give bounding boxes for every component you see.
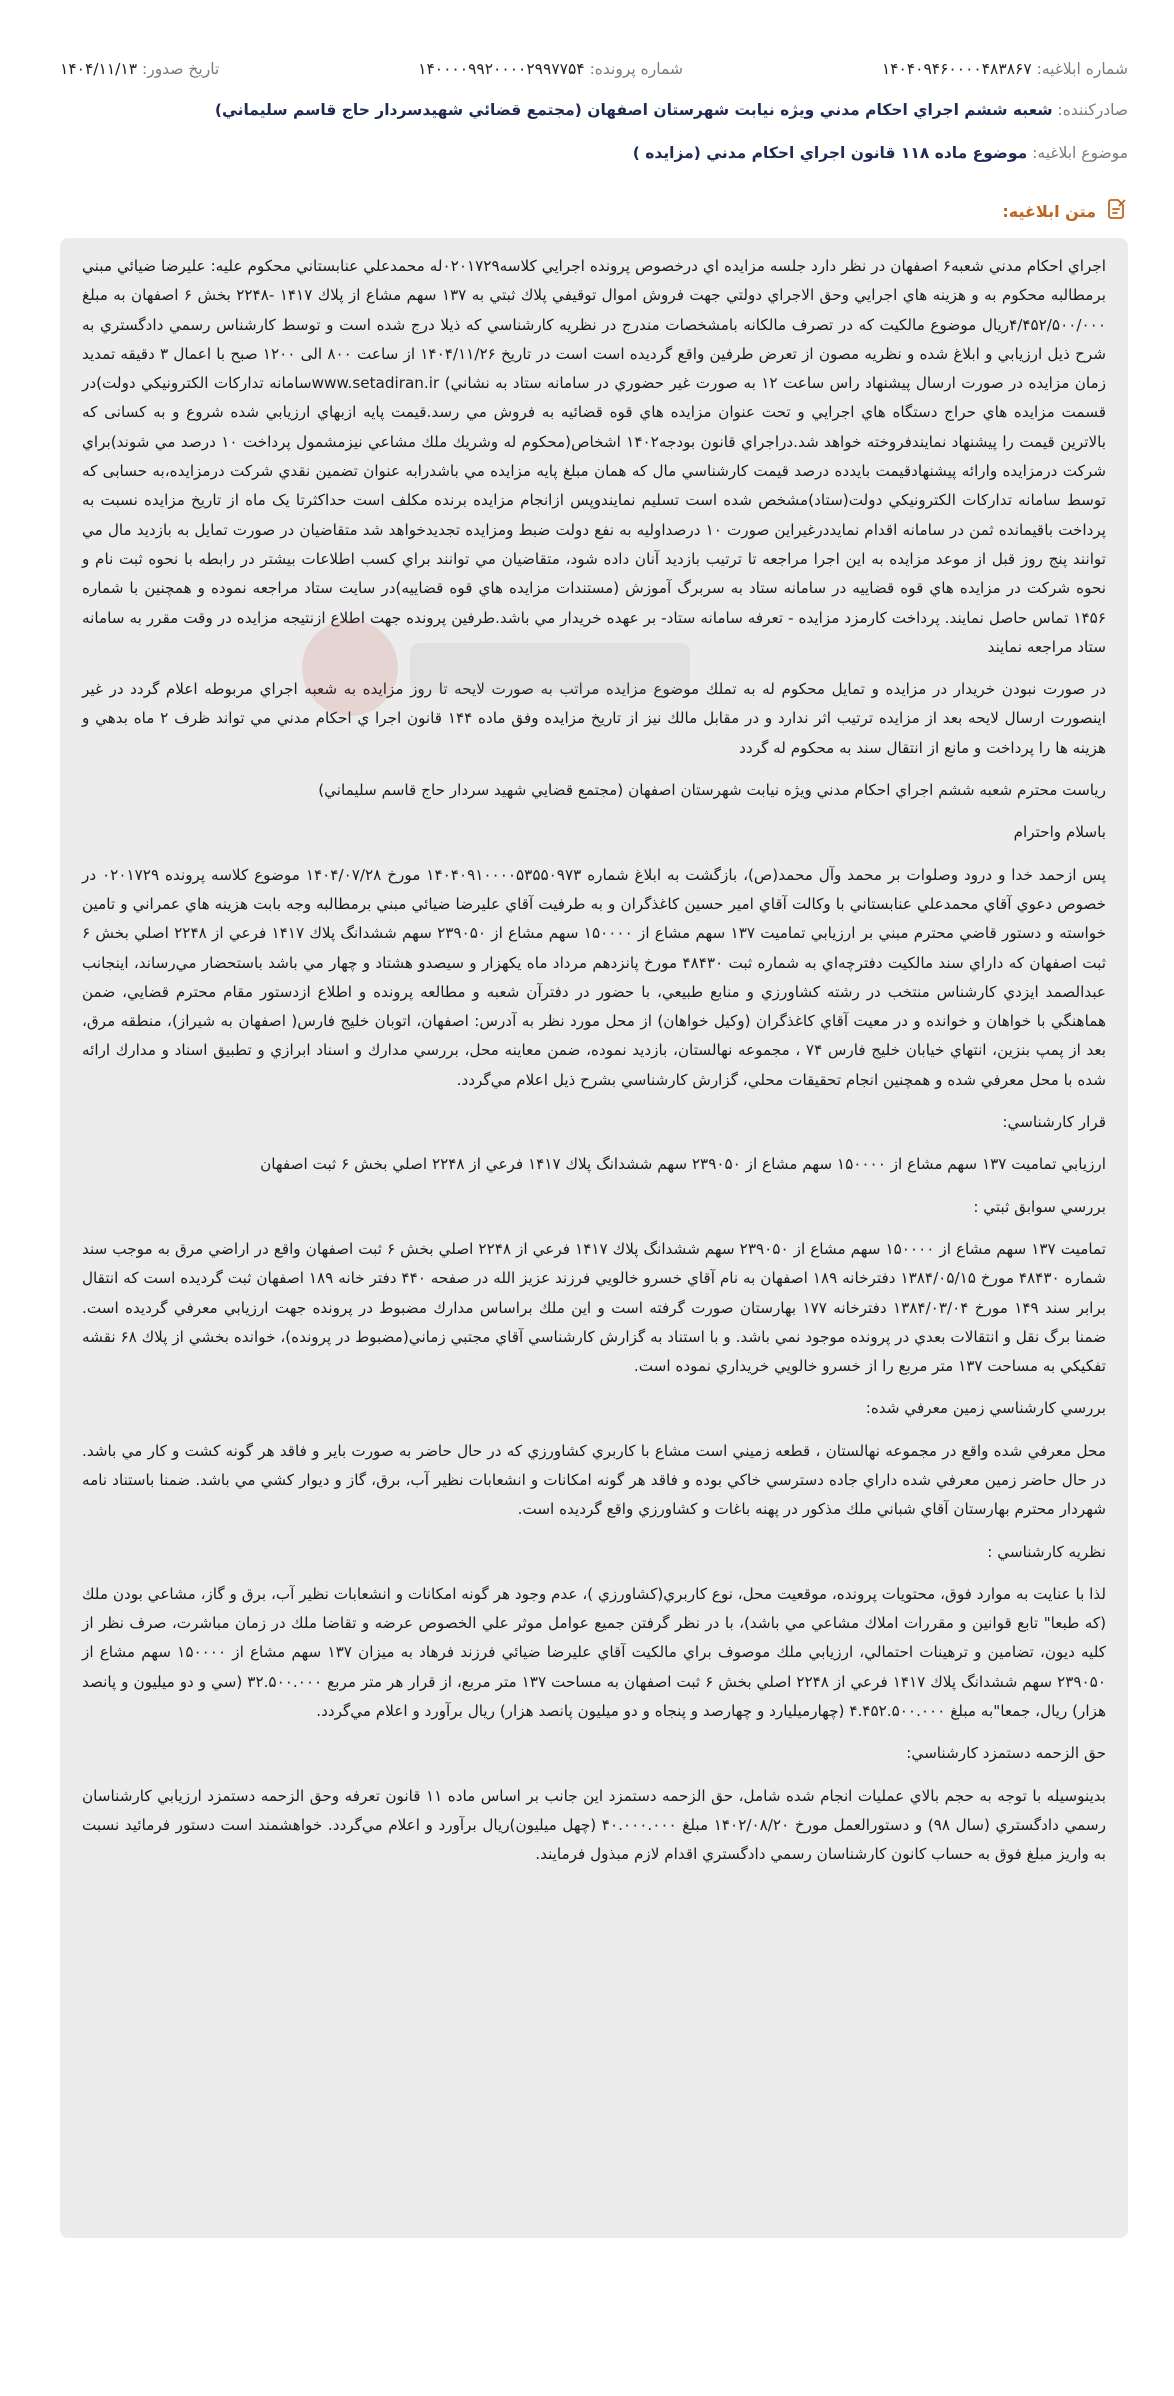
- report-intro-paragraph: پس ازحمد خدا و درود وصلوات بر محمد وآل محمد(ص)، بازگشت به ابلاغ شماره ۱۴۰۴۰۹۱۰۰۰۰۵۳۵۵۰۹۷۳ مورخ ۱۴۰۴/۰۷/۲۸ موضوع كلاسه پرونده ۰۲۰۱۷۲۹ در خصوص دعوي آقاي محمدعلي عنابستاني با وكالت آقاي امير حسين كاغذگران و به طرفيت آقاي عليرضا ضيائي مبني برمطالبه وجه بابت هزينه هاي عمراني و تامين خواسته و دستور قاضي محترم مبني بر ارزيابي تماميت ۱۳۷ سهم مشاع از ۱۵۰۰۰۰ سهم مشاع از ۲۳۹۰۵۰ سهم ششدانگ پلاك ۱۴۱۷ فرعي از ۲۲۴۸ اصلي بخش ۶ ثبت اصفهان كه داراي سند مالكيت دفترچه‌اي به شماره ثبت ۴۸۴۳۰ مورخ پانزدهم مرداد ماه يكهزار و سيصدو هشتاد و چهار مي باشد باستحضار مي‌رساند، اينجانب عبدالصمد ايزدي كارشناس منتخب در رشته كشاورزي و منابع طبيعي، با حضور در دفترآن شعبه و مطالعه پرونده و اطلاع ازدستور مقام محترم قضايي، ضمن هماهنگي با خواهان و خوانده و در معيت آقاي كاغذگران (وكيل خواهان) از محل مورد نظر به آدرس: اصفهان، اتوبان خليج فارس( اصفهان به شيراز)، منطقه مرق، بعد از پمپ بنزين، انتهاي خيابان خليج فارس ۷۴ ، مجموعه نهالستان، بازديد نموده، ضمن معاينه محل، بررسي مدارك و اسناد ابرازي و تطبيق اسناد و مدارك ارائه شده با محل معرفي شده و همچنين انجام تحقيقات محلي، گزارش كارشناسي بشرح ذيل اعلام مي‌گردد.: [82, 865, 1106, 1089]
- land-review-paragraph: محل معرفي شده واقع در مجموعه نهالستان ، قطعه زميني است مشاع با كاربري كشاورزي كه در حال حاضر به صورت باير و فاقد هر گونه كشت و كار مي باشد. در حال حاضر زمين معرفي شده داراي جاده دسترسي خاكي بوده و فاقد هر گونه امكانات و انشعابات نظير آب، برق، گاز و ديوار كشي مي باشد. ضمنا باستناد نامه شهردار محترم بهارستان آقاي شباني ملك مذكور در پهنه باغات و كشاورزي واقع گرديده است.: [82, 1441, 1106, 1519]
- announcement-number-value: ۱۴۰۴۰۹۴۶۰۰۰۰۴۸۳۸۶۷: [881, 60, 1032, 78]
- notice-text-heading: [1002, 197, 1128, 225]
- issuer-value: شعبه ششم اجراي احكام مدني ويژه نيابت شهرستان اصفهان (مجتمع قضائي شهيدسردار حاج قاسم سليماني): [214, 101, 1053, 119]
- meta-row-numbers: [60, 56, 1128, 82]
- subject-label: موضوع ابلاغیه:: [1032, 144, 1128, 162]
- ownership-paragraph: در صورت نبودن خريدار در مزايده و تمايل محكوم له به تملك موضوع مزايده مراتب به صورت لايحه تا روز مزايده به شعبه اجراي مربوطه اعلام گردد در غير اينصورت ارسال لايحه بعد از مزايده ترتيب اثر ندارد و در مقابل مالك نيز از تاريخ مزايده وفق ماده ۱۴۴ قانون اجرا ي احكام مدني مي تواند ظرف ۲ ماه بدهي و هزينه ها را پرداخت و مانع از انتقال سند به محكوم له گردد: [82, 680, 1106, 757]
- announcement-number-label: شماره ابلاغیه:: [1036, 60, 1128, 78]
- addressee-line: رياست محترم شعبه ششم اجراي احكام مدني ويژه نيابت شهرستان اصفهان (مجتمع قضايي شهيد سردار حاج قاسم سليماني): [318, 781, 1106, 800]
- case-number-label: شماره پرونده:: [589, 60, 683, 78]
- issuer-label: صادرکننده:: [1057, 101, 1128, 119]
- subject-row: [60, 140, 1128, 166]
- case-number: [418, 56, 683, 82]
- registration-records-heading: بررسي سوابق ثبتي :: [973, 1197, 1106, 1216]
- land-review-heading: بررسي كارشناسي زمين معرفي شده:: [865, 1399, 1106, 1418]
- expert-opinion-paragraph: لذا با عنايت به موارد فوق، محتويات پرونده، موقعيت محل، نوع كاربري(كشاورزي )، عدم وجود هر گونه امكانات و انشعابات نظير آب، برق و گاز، مشاعي بودن ملك (كه طبعا" تابع قوانين و مقررات املاك مشاعي مي باشد)، با در نظر گرفتن جميع عوامل موثر علي الخصوص عرضه و تقاضا ملك در زمان مباشرت، صرف نظر از كليه ديون، تضامين و ترهينات احتمالي، ارزيابي ملك موصوف براي مالكيت آقاي عليرضا ضيائي فرزند فرهاد به ميزان ۱۳۷ سهم مشاع از ۱۵۰۰۰۰ سهم مشاع از ۲۳۹۰۵۰ سهم ششدانگ پلاك ۱۴۱۷ فرعي از ۲۲۴۸ اصلي بخش ۶ ثبت اصفهان به مساحت ۱۳۷ متر مربع، از قرار هر متر مربع ۳۲.۵۰۰.۰۰۰ (سي و دو ميليون و پانصد هزار) ريال، جمعا"به مبلغ ۴.۴۵۲.۵۰۰.۰۰۰ (چهارميليارد و چهارصد و پنجاه و دو ميليون پانصد هزار) ريال برآورد و اعلام مي‌گردد.: [82, 1584, 1106, 1721]
- greeting-line: باسلام واحترام: [1013, 823, 1106, 842]
- expert-order-heading: قرار كارشناسي:: [1002, 1113, 1106, 1132]
- expert-fee-paragraph: بدينوسيله با توجه به حجم بالاي عمليات انجام شده شامل، حق الزحمه دستمزد اين جانب بر اساس ماده ۱۱ قانون تعرفه وحق الزحمه دستمزد ارزيابي كارشناسان رسمي دادگستري (سال ۹۸) و دستورالعمل مورخ ۱۴۰۲/۰۸/۲۰ مبلغ ۴۰.۰۰۰.۰۰۰ (چهل ميليون)ريال برآورد و اعلام مي‌گردد. خواهشمند است دستور فرمائيد نسبت به واريز مبلغ فوق به حساب كانون كارشناسان رسمي دادگستري اقدام لازم مبذول فرمايند.: [82, 1786, 1106, 1864]
- registration-records-paragraph: تماميت ۱۳۷ سهم مشاع از ۱۵۰۰۰۰ سهم مشاع از ۲۳۹۰۵۰ سهم ششدانگ پلاك ۱۴۱۷ فرعي از ۲۲۴۸ اصلي بخش ۶ ثبت اصفهان واقع در اراضي مرق به موجب سند شماره ۴۸۴۳۰ مورخ ۱۳۸۴/۰۵/۱۵ دفترخانه ۱۸۹ اصفهان به نام آقاي خسرو خالويي فرزند عزيز الله در صفحه ۴۴۰ دفتر خانه ۱۸۹ اصفهان ثبت گرديده است كه انتقال برابر سند ۱۴۹ مورخ ۱۳۸۴/۰۳/۰۴ دفترخانه ۱۷۷ بهارستان صورت گرفته است و اين ملك براساس مدارك مضبوط در پرونده جهت ارزيابي معرفي گرديده است. ضمنا برگ نقل و انتقالات بعدي در پرونده موجود نمي باشد. و با استناد به گزارش كارشناسي آقاي مجتبي زماني(مضبوط در پرونده)، خوانده بخشي از پلاك ۶۸ نقشه تفكيكي به مساحت ۱۳۷ متر مربع را از خسرو خالويي خريداري نموده است.: [82, 1239, 1107, 1376]
- issue-date-value: ۱۴۰۴/۱۱/۱۳: [60, 60, 138, 78]
- auction-paragraph: اجراي احكام مدني شعبه۶ اصفهان در نظر دارد جلسه مزايده اي درخصوص پرونده اجرايي كلاسه۰۲۰۱۷۲۹له محمدعلي عنابستاني محكوم عليه: عليرضا ضيائي مبني برمطالبه محكوم به و هزينه هاي اجرايي وحق الاجراي دولتي جهت فروش اموال توقيفي پلاك ثبتي به ۱۳۷ سهم مشاع از پلاك ۱۴۱۷ -۲۲۴۸ بخش ۶ اصفهان به مبلغ ۴/۴۵۲/۵۰۰/۰۰۰ريال موضوع مالكيت كه در تصرف مالكانه بامشخصات مندرج در نظريه كارشناسي كه ذيلا درج شده است و توسط كارشناس رسمي دادگستري به شرح ذيل ارزيابي و ابلاغ شده و نظريه مصون از تعرض طرفين واقع گرديده است است در تاريخ ۱۴۰۴/۱۱/۲۶ از ساعت ۸۰۰ الى ۱۲۰۰ صبح با اعمال ۳ دقيقه تمديد زمان مزايده در صورت ارسال پيشنهاد راس ساعت ۱۲ به صورت غير حضوري در سامانه ستاد به نشاني) www.setadiran.irسامانه تداركات الكترونيكي دولت)در قسمت مزايده هاي حراج دستگاه هاي اجرايي و تحت عنوان مزايده هاي قوه قضائيه به فروش مي رسد.قيمت پايه ازبهاي ارزيابي شده شروع و به كسانى كه بالاترين قيمت را پيشنهاد نمايندفروخته خواهد شد.دراجراي قانون بودجه۱۴۰۲ اشخاص(محكوم له وشريك ملك مشاعي نيزمشمول پرداخت ۱۰ درصد مي شوند)براي شركت درمزايده وارائه پيشنهادقيمت بايدده درصد قيمت كارشناسي مال كه همان مبلغ پايه مزايده مي باشدرابه عنوان تضمين نقدي شركت درمزايده،به حسابى كه توسط سامانه تداركات الكترونيكي دولت(ستاد)مشخص شده است تسليم نمايندوپس ازانجام مزايده برنده مكلف است حداكثرتا يک ماه از تاريخ مزايده نسبت به پرداخت باقيمانده ثمن در سامانه اقدام نمايددرغيراين صورت ۱۰ درصداوليه به نفع دولت ضبط ومزايده تجديدخواهد شد متقاضيان در صورت تمايل به بازديد مال مي توانند پنج روز قبل از موعد مزايده به اين اجرا مراجعه تا ترتيب بازديد آنان داده شود، متقاضيان مي توانند براي كسب اطلاعات بيشتر در رابطه با نحوه ثبت نام و نحوه شركت در مزايده هاي قوه قضاييه در سامانه ستاد به سربرگ آموزش (مستندات مزايده هاي قوه قضاييه)در سايت ستاد مراجعه نموده و همچنين با شماره ۱۴۵۶ تماس حاصل نمايند. پرداخت كارمزد مزايده - تعرفه سامانه ستاد- بر عهده خريدار مي باشد.طرفين پرونده جهت اطلاع ازنتيجه مزايده در وقت مقرر به سامانه ستاد مراجعه نمايند: [82, 257, 1107, 656]
- notice-body: [60, 238, 1128, 2238]
- issue-date-label: تاریخ صدور:: [141, 60, 220, 78]
- expert-order-paragraph: ارزيابي تماميت ۱۳۷ سهم مشاع از ۱۵۰۰۰۰ سهم مشاع از ۲۳۹۰۵۰ سهم ششدانگ پلاك ۱۴۱۷ فرعي از ۲۲۴۸ اصلي بخش ۶ ثبت اصفهان: [260, 1155, 1106, 1174]
- subject-value: موضوع ماده ۱۱۸ قانون اجراي احكام مدني (مزايده ): [632, 144, 1028, 162]
- case-number-value: ۱۴۰۰۰۰۹۹۲۰۰۰۰۲۹۹۷۷۵۴: [418, 60, 585, 78]
- issue-date: [60, 56, 219, 82]
- expert-opinion-heading: نظريه كارشناسي :: [987, 1542, 1106, 1561]
- announcement-number: [882, 56, 1128, 82]
- issuer-row: [60, 97, 1128, 123]
- expert-fee-heading: حق الزحمه دستمزد كارشناسي:: [906, 1744, 1106, 1763]
- document-edit-icon: [1104, 197, 1128, 225]
- notice-text-title: متن ابلاغیه:: [1002, 201, 1096, 221]
